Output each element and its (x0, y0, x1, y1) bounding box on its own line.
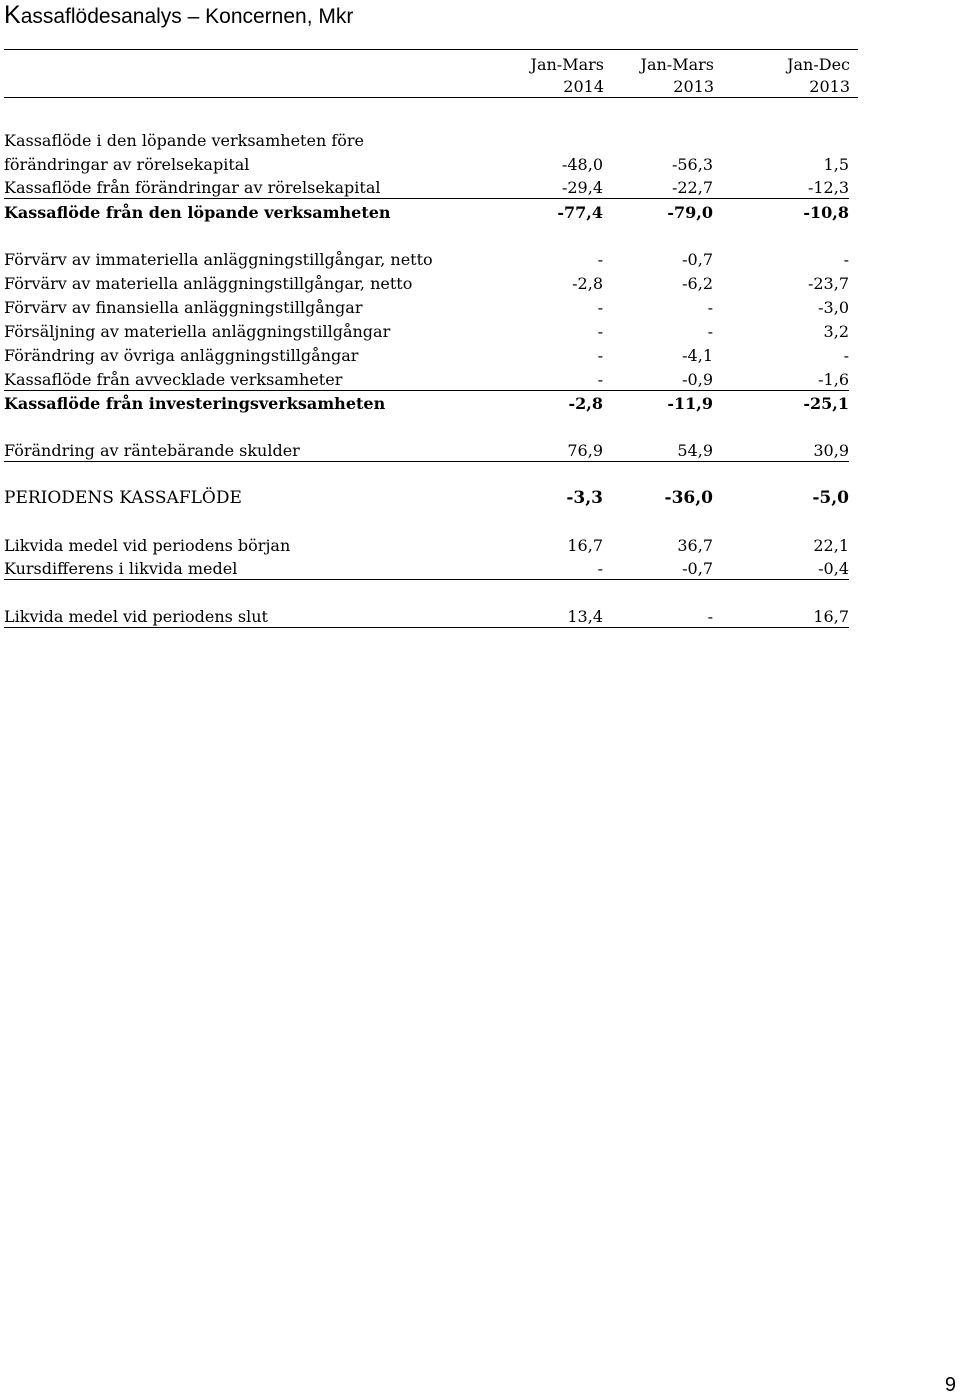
page-title: Kassaflödesanalys – Koncernen, Mkr (4, 1, 354, 29)
value-cell: - (707, 607, 713, 626)
value-cell: 54,9 (677, 441, 713, 460)
value-cell: 16,7 (567, 536, 603, 555)
row-label: Kassaflöde från investeringsverksamheten (4, 394, 386, 413)
table-row (4, 368, 849, 391)
table-row (4, 296, 849, 319)
row-label: Förändring av övriga anläggningstillgångar (4, 346, 359, 365)
row-label: Kassaflöde från förändringar av rörelsekapital (4, 178, 381, 197)
table-row (4, 344, 849, 367)
value-cell: 1,5 (823, 155, 849, 174)
row-label: Förvärv av materiella anläggningstillgångar, netto (4, 274, 413, 293)
row-label: PERIODENS KASSAFLÖDE (4, 488, 242, 508)
table-row (4, 605, 849, 628)
value-cell: -6,2 (682, 274, 713, 293)
row-label: Förvärv av finansiella anläggningstillgångar (4, 298, 363, 317)
value-cell: - (597, 250, 603, 269)
value-cell: -77,4 (557, 203, 603, 222)
value-cell: -56,3 (671, 155, 713, 174)
table-row (4, 557, 849, 580)
row-label: Förändring av räntebärande skulder (4, 441, 300, 460)
value-cell: -3,0 (818, 298, 849, 317)
value-cell: -0,7 (682, 559, 713, 578)
value-cell: -36,0 (664, 488, 713, 508)
table-row-total (4, 486, 849, 509)
value-cell: -12,3 (807, 178, 849, 197)
value-cell: - (597, 298, 603, 317)
row-label: Likvida medel vid periodens slut (4, 607, 268, 626)
value-cell: -1,6 (818, 370, 849, 389)
value-cell: -5,0 (812, 488, 849, 508)
table-row (4, 534, 849, 557)
value-cell: 76,9 (567, 441, 603, 460)
value-cell: -0,9 (682, 370, 713, 389)
value-cell: -79,0 (667, 203, 713, 222)
value-cell: -11,9 (667, 394, 713, 413)
value-cell: -3,3 (566, 488, 603, 508)
value-cell: 36,7 (677, 536, 713, 555)
row-label: Likvida medel vid periodens början (4, 536, 291, 555)
value-cell: -0,7 (682, 250, 713, 269)
value-cell: -29,4 (561, 178, 603, 197)
value-cell: - (707, 322, 713, 341)
header-bottom-rule (4, 97, 858, 98)
value-cell: - (597, 346, 603, 365)
value-cell: - (707, 298, 713, 317)
value-cell: - (843, 346, 849, 365)
value-cell: - (843, 250, 849, 269)
value-cell: -22,7 (671, 178, 713, 197)
row-label: förändringar av rörelsekapital (4, 155, 250, 174)
value-cell: -10,8 (803, 203, 849, 222)
row-label: Kursdifferens i likvida medel (4, 559, 238, 578)
row-label: Kassaflöde från avvecklade verksamheter (4, 370, 343, 389)
header-top-rule (4, 49, 858, 50)
row-label: Försäljning av materiella anläggningstillgångar (4, 322, 391, 341)
value-cell: -25,1 (803, 394, 849, 413)
column-header-jan-mars-2014: Jan-Mars 2014 (530, 55, 604, 96)
value-cell: -2,8 (568, 394, 603, 413)
value-cell: - (597, 370, 603, 389)
value-cell: 13,4 (567, 607, 603, 626)
value-cell: -4,1 (682, 346, 713, 365)
value-cell: -0,4 (818, 559, 849, 578)
table-row (4, 176, 849, 199)
row-label: Kassaflöde i den löpande verksamheten före (4, 131, 364, 150)
value-cell: - (597, 559, 603, 578)
table-row-subtotal (4, 392, 849, 415)
table-row-subtotal (4, 201, 849, 224)
column-header-jan-mars-2013: Jan-Mars 2013 (640, 55, 714, 96)
page-number: 9 (944, 1374, 956, 1396)
value-cell: 16,7 (813, 607, 849, 626)
table-row (4, 153, 849, 176)
value-cell: 30,9 (813, 441, 849, 460)
value-cell: 3,2 (823, 322, 849, 341)
column-header-jan-dec-2013: Jan-Dec 2013 (787, 55, 850, 96)
value-cell: 22,1 (813, 536, 849, 555)
table-row (4, 129, 849, 152)
table-row (4, 272, 849, 295)
value-cell: -48,0 (561, 155, 603, 174)
table-row (4, 248, 849, 271)
value-cell: -23,7 (807, 274, 849, 293)
value-cell: -2,8 (572, 274, 603, 293)
row-label: Förvärv av immateriella anläggningstillgångar, netto (4, 250, 433, 269)
table-row (4, 439, 849, 462)
row-label: Kassaflöde från den löpande verksamheten (4, 203, 391, 222)
table-row (4, 320, 849, 343)
value-cell: - (597, 322, 603, 341)
